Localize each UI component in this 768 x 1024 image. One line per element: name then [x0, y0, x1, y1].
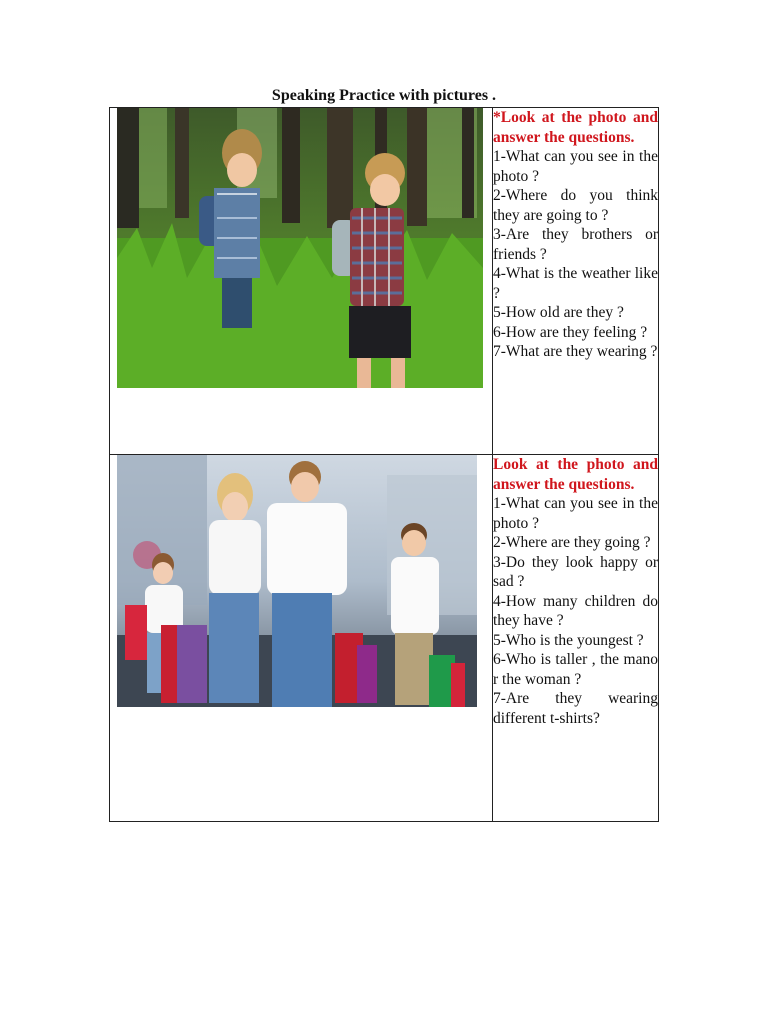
question-item: 7-What are they wearing ?	[493, 343, 658, 360]
question-item: 2-Where are they going ?	[493, 534, 651, 551]
question-item: 6-How are they feeling ?	[493, 323, 648, 341]
question-item: 4-How many children do they have ?	[493, 592, 658, 629]
question-item: 1-What can you see in the photo ?	[493, 148, 658, 185]
question-item: 2-Where do you think they are going to ?	[493, 187, 658, 224]
question-item: 3-Do they look happy or sad ?	[493, 553, 658, 590]
family-shopping-photo	[117, 455, 477, 707]
question-item: 3-Are they brothers or friends ?	[493, 226, 658, 263]
question-item: 4-What is the weather like ?	[493, 265, 658, 302]
question-list	[493, 108, 658, 362]
instruction-heading: Look at the photo and answer the questions.	[493, 456, 658, 493]
question-list	[493, 455, 658, 728]
question-item: 5-Who is the youngest ?	[493, 631, 644, 649]
question-item: 5-How old are they ?	[493, 304, 624, 321]
instruction-heading: *Look at the photo and answer the questions.	[493, 109, 658, 146]
question-item: 7-Are they wearing different t-shirts?	[493, 690, 658, 727]
question-item: 1-What can you see in the photo ?	[493, 495, 658, 532]
worksheet-row	[110, 455, 659, 822]
questions-cell	[493, 455, 659, 822]
photo-cell	[110, 108, 493, 455]
forest-boys-photo	[117, 108, 483, 388]
questions-cell	[493, 108, 659, 455]
worksheet-row	[110, 108, 659, 455]
question-item: 6-Who is taller , the mano r the woman ?	[493, 651, 658, 688]
page-title: Speaking Practice with pictures .	[271, 87, 497, 104]
worksheet-table	[109, 107, 659, 822]
photo-cell	[110, 455, 493, 822]
